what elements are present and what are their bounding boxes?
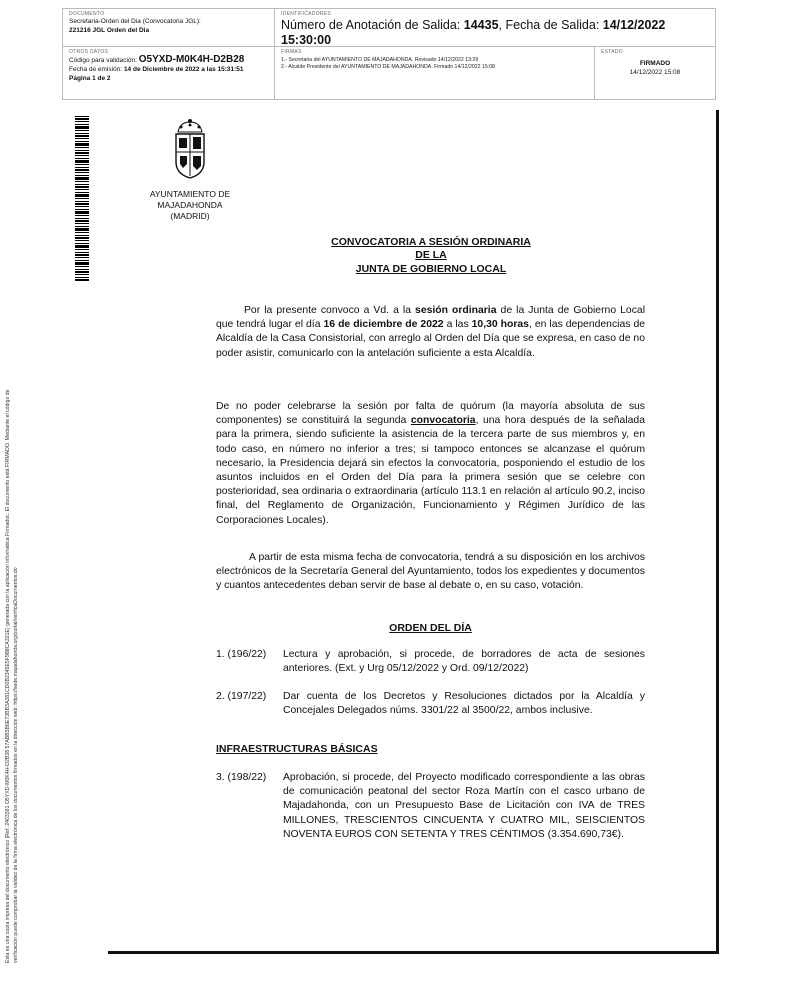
document-title	[216, 236, 646, 276]
agenda-item-text: Lectura y aprobación, si procede, de borradores de acta de sesiones anteriores. (Ext. y Urg 05/12/2022 y Ord. 09/12/2022)	[283, 649, 645, 675]
agenda-item-text: Dar cuenta de los Decretos y Resoluciones dictados por la Alcaldía y Concejales Delegados núms. 3301/22 al 3500/22, ambos inclusive.	[283, 691, 645, 717]
agenda-item	[216, 648, 645, 676]
paragraph-convocatoria: Por la presente convoco a Vd. a la sesión ordinaria de la Junta de Gobierno Local que tendrá lugar el día 16 de diciembre de 2022 a las 10,30 horas, en las dependencias de Alcaldía de la Casa Consistorial, con arreglo al Orden del Día que se expresa, en caso de no poder asistir, comunicarlo con la antelación suficiente a esta Alcaldía.	[216, 305, 646, 359]
title-line2: DE LA	[415, 249, 447, 262]
ayuntamiento-line3: (MADRID)	[170, 211, 210, 221]
fecha-emision-label: Fecha de emisión:	[69, 66, 123, 73]
fecha-emision-value: 14 de Diciembre de 2022 a las 15:31:51	[123, 66, 244, 73]
verification-margin-text	[5, 303, 31, 963]
ayuntamiento-line1: AYUNTAMIENTO DE	[149, 189, 231, 199]
otros-datos-cell	[63, 47, 275, 99]
agenda-item-number: 3. (198/22)	[216, 772, 267, 783]
section-infraestructuras: INFRAESTRUCTURAS BÁSICAS	[216, 743, 378, 755]
codigo-value[interactable]: O5YXD-M0K4H-D2B28	[138, 54, 245, 65]
coat-of-arms-icon	[170, 118, 210, 180]
documento-line2: 221216 JGL Orden del Dia	[69, 27, 150, 34]
identificadores-text: Número de Anotación de Salida: 14435, Fecha de Salida: 14/12/2022 15:30:00	[281, 18, 666, 47]
agenda-item	[216, 690, 645, 718]
title-line1: CONVOCATORIA A SESIÓN ORDINARIA	[331, 236, 531, 248]
documento-cell	[63, 9, 275, 47]
ayuntamiento-line2: MAJADAHONDA	[157, 200, 223, 210]
identificadores-caption: IDENTIFICADORES	[281, 11, 332, 17]
otros-caption: OTROS DATOS	[69, 49, 109, 55]
identificadores-cell	[275, 9, 715, 47]
documento-line1: Secretaria-Orden del Dia (Convocatoria JGL):	[69, 18, 201, 25]
firma-1: 1.- Secretaria del AYUNTAMIENTO DE MAJADAHONDA. Revisado 14/12/2022 13:29	[281, 57, 479, 63]
orden-del-dia-heading: ORDEN DEL DÍA	[389, 622, 472, 634]
barcode-icon	[75, 116, 89, 281]
firmas-caption: FIRMAS	[281, 49, 302, 55]
documento-caption: DOCUMENTO	[69, 11, 105, 17]
margin-line-2: verificación puede comprobar la validez de la firma electrónica de los documentos firmados en la dirección web: https://sede.majadahonda.org/portal/verificaDocumentos.do	[12, 567, 19, 963]
firmas-cell	[275, 47, 595, 99]
agenda-item	[216, 771, 645, 842]
estado-fecha: 14/12/2022 15:08	[629, 69, 681, 76]
agenda-item-number: 2. (197/22)	[216, 691, 267, 702]
margin-line-1: Esta es una copia impresa del documento electrónico (Ref: 2403391 O5YXD-M0K4H-D2B28 57ABB3B6E72BB3A281CD0B2345E5F988CA321E) generada con la aplicación informática Firmadoc. El documento está FIRMADO. Mediante el código de	[5, 389, 11, 963]
firma-2: 2.- Alcalde Presidente del AYUNTAMIENTO DE MAJADAHONDA. Firmado 14/12/2022 15:08	[281, 64, 495, 70]
agenda-item-text: Aprobación, si procede, del Proyecto modificado correspondiente a las obras de comunicación peatonal del sector Roza Martín con el casco urbano de Majadahonda, con un Presupuesto Base de Licitación con IVA de TRES MILLONES, TRESCIENTOS CINCUENTA Y CUATRO MIL, SEISCIENTOS NOVENTA EUROS CON SETENTA Y TRES CÉNTIMOS (3.354.690,73€).	[283, 772, 645, 840]
document-header	[62, 8, 716, 100]
ayuntamiento-name	[130, 189, 250, 222]
estado-value: FIRMADO	[639, 60, 671, 67]
pagina-indicator: Página 1 de 2	[69, 75, 111, 82]
paragraph-quorum: De no poder celebrarse la sesión por falta de quórum (la mayoría absoluta de sus componentes) se constituirá la segunda convocatoria, una hora después de la señalada para la primera, siendo suficiente la asistencia de la tercera parte de sus miembros y, en todo caso, en número no inferior a tres; si tampoco entonces se alcanzase el quórum necesario, la Presidencia dejará sin efectos la convocatoria, posponiendo el estudio de los asuntos incluidos en el Orden del Día para la primera sesión que se celebre con posterioridad, sea ordinaria o extraordinaria (artículo 113.1 en relación al artículo 90.2, inciso final, del Reglamento de Organización, Funcionamiento y Régimen Jurídico de las Corporaciones Locales).	[216, 401, 645, 526]
paragraph-archivos: A partir de esta misma fecha de convocatoria, tendrá a su disposición en los archivos electrónicos de la Secretaría General del Ayuntamiento, todos los expedientes y documentos y cuantos antecedentes deban servir de base al debate o, en su caso, votación.	[216, 552, 645, 592]
estado-cell	[595, 47, 715, 99]
codigo-label: Código para validación:	[69, 57, 137, 64]
estado-caption: ESTADO	[601, 49, 623, 55]
title-line3: JUNTA DE GOBIERNO LOCAL	[355, 262, 507, 275]
agenda-item-number: 1. (196/22)	[216, 649, 267, 660]
